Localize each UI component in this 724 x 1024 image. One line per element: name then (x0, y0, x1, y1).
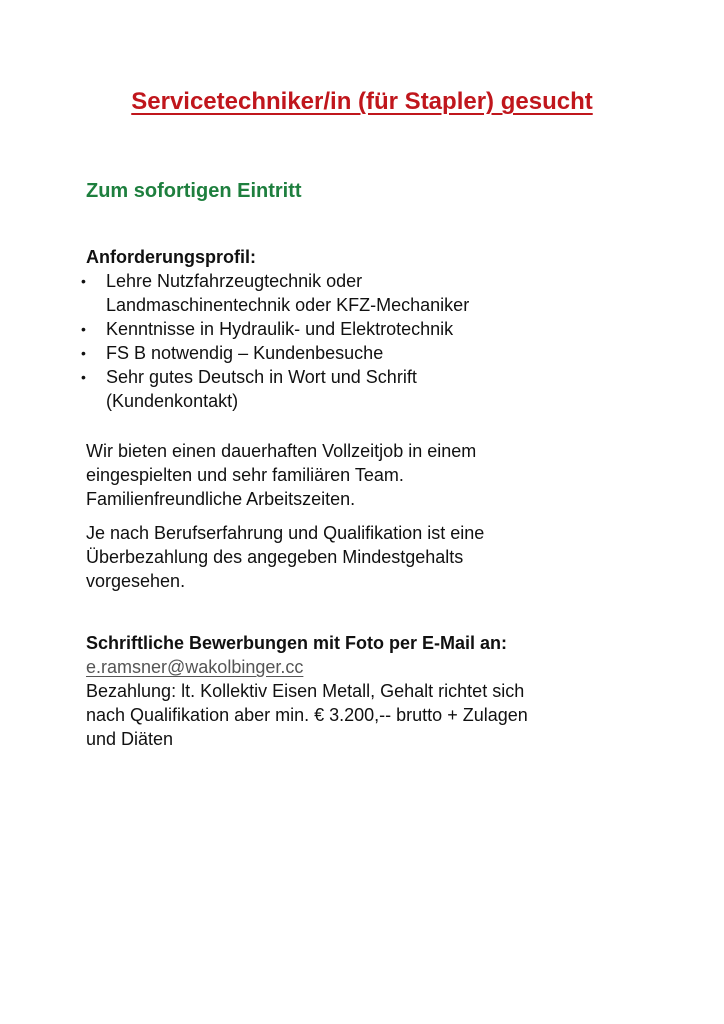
overpay-paragraph (86, 521, 666, 593)
application-heading: Schriftliche Bewerbungen mit Foto per E-Mail an: (86, 633, 508, 653)
start-date-subtitle: Zum sofortigen Eintritt (86, 180, 302, 202)
job-description (81, 245, 666, 751)
salary-line: Bezahlung: lt. Kollektiv Eisen Metall, Gehalt richtet sich (86, 681, 525, 701)
requirement-text: Kenntnisse in Hydraulik- und Elektrotechnik (106, 319, 454, 339)
requirement-item (81, 269, 666, 317)
salary-line: und Diäten (86, 729, 174, 749)
overpay-line: Je nach Berufserfahrung und Qualifikation ist eine (86, 523, 485, 543)
salary-line: nach Qualifikation aber min. € 3.200,-- brutto + Zulagen (86, 705, 528, 725)
bullet-icon: • (81, 321, 86, 337)
bullet-icon: • (81, 273, 86, 289)
offer-paragraph (86, 439, 666, 511)
job-title: Servicetechniker/in (für Stapler) gesucht (131, 88, 593, 115)
requirement-text: Sehr gutes Deutsch in Wort und Schrift (106, 367, 417, 387)
offer-line: Wir bieten einen dauerhaften Vollzeitjob in einem (86, 441, 477, 461)
requirements-list (81, 269, 666, 413)
bullet-icon: • (81, 345, 86, 361)
requirement-item (81, 341, 666, 365)
requirements-heading: Anforderungsprofil: (86, 247, 256, 267)
offer-line: eingespielten und sehr familiären Team. (86, 465, 404, 485)
application-details (86, 655, 666, 751)
overpay-line: vorgesehen. (86, 571, 186, 591)
overpay-line: Überbezahlung des angegeben Mindestgehalts (86, 547, 464, 567)
requirement-text: Landmaschinentechnik oder KFZ-Mechaniker (106, 295, 470, 315)
email-link[interactable]: e.ramsner@wakolbinger.cc (86, 657, 304, 677)
requirement-item (81, 365, 666, 413)
requirement-text: (Kundenkontakt) (106, 391, 239, 411)
requirement-text: Lehre Nutzfahrzeugtechnik oder (106, 271, 363, 291)
bullet-icon: • (81, 369, 86, 385)
offer-line: Familienfreundliche Arbeitszeiten. (86, 489, 356, 509)
requirement-item (81, 317, 666, 341)
requirement-text: FS B notwendig – Kundenbesuche (106, 343, 384, 363)
